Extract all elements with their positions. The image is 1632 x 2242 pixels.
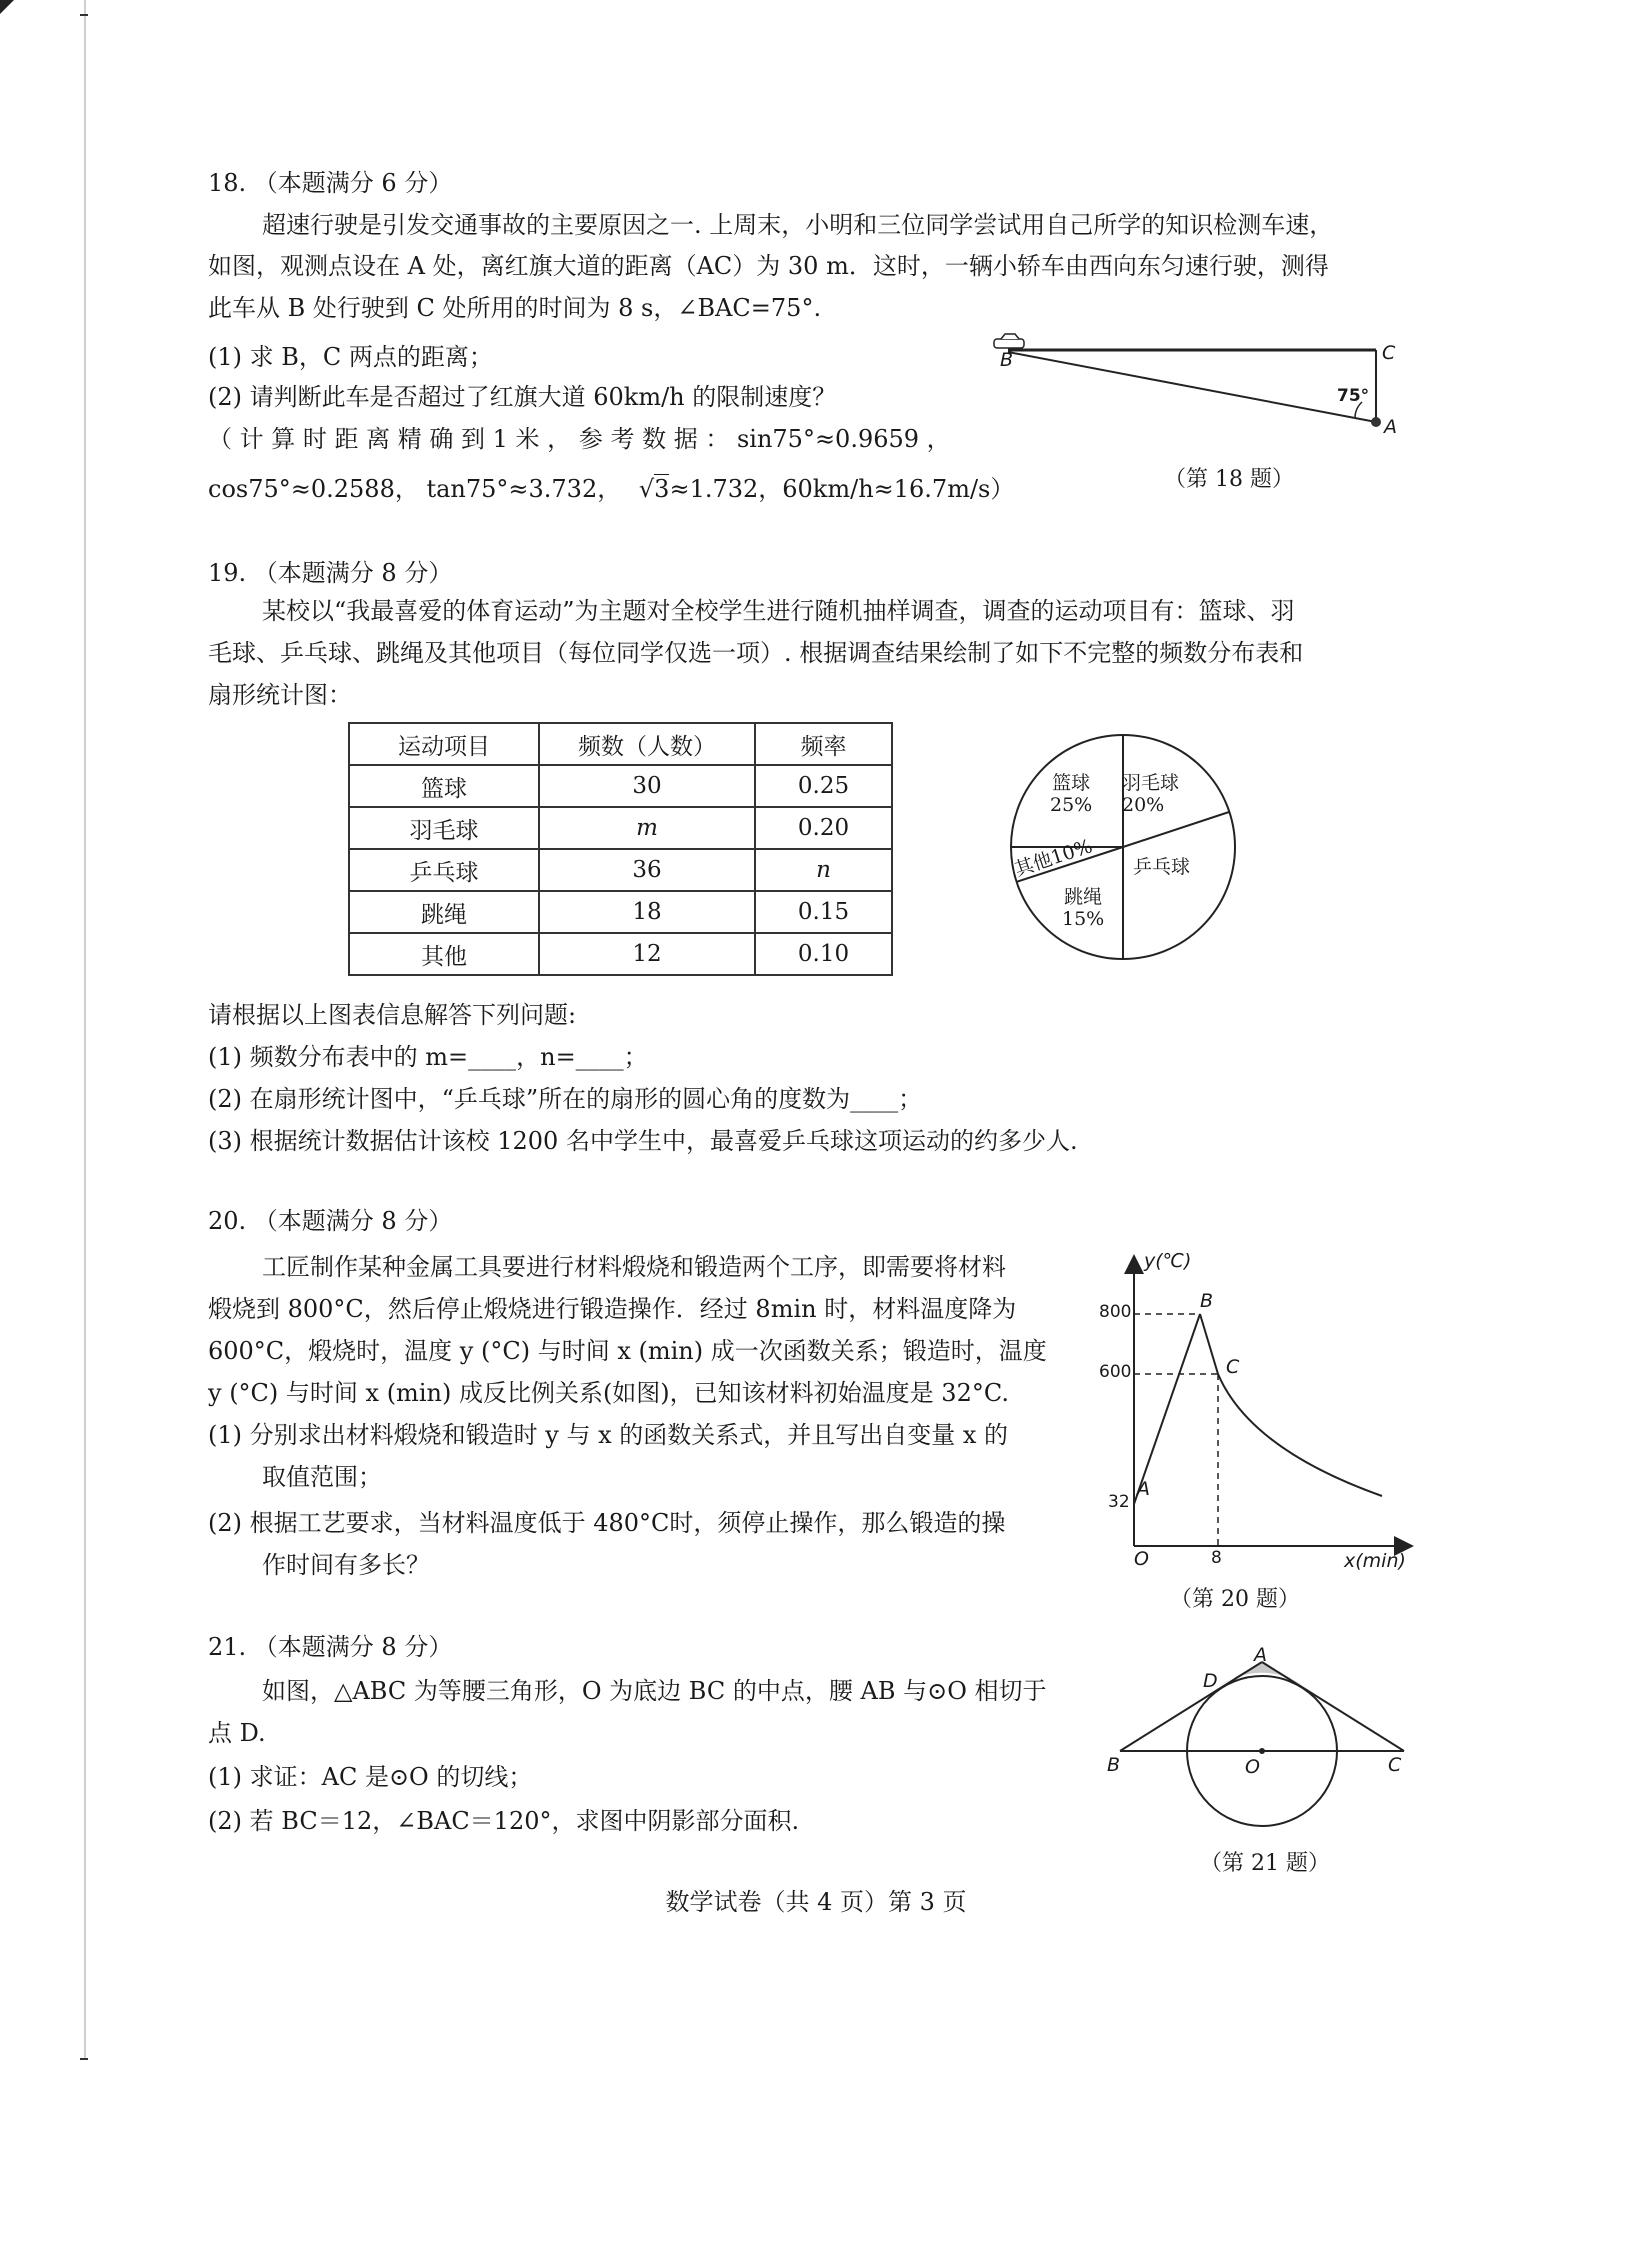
q21-question2: (2) 若 BC＝12，∠BAC＝120°，求图中阴影部分面积. (208, 1807, 800, 1835)
table-row (349, 765, 892, 807)
pie-basketball-name: 篮球 (1052, 772, 1091, 794)
pie-badminton-pct: 20% (1122, 794, 1165, 816)
q18-reference-line1: （ 计 算 时 距 离 精 确 到 1 米 ， 参 考 数 据 ： sin75°≈0.9659 ， (208, 425, 951, 453)
table-cell: 30 (539, 765, 755, 807)
table-header-cell: 运动项目 (349, 723, 539, 765)
table-cell: 36 (539, 849, 755, 891)
frequency-table (348, 722, 893, 976)
q21-question1: (1) 求证：AC 是⊙O 的切线； (208, 1763, 533, 1791)
q20-question2-line2: 作时间有多长？ (262, 1551, 430, 1579)
q20-y-axis-label: y(℃) (1144, 1250, 1192, 1272)
q19-header: 19. （本题满分 8 分） (208, 559, 453, 587)
pie-label-basketball (1050, 772, 1092, 816)
table-row (349, 933, 892, 975)
q19-question3: (3) 根据统计数据估计该校 1200 名中学生中，最喜爱乒乓球这项运动的约多少人. (208, 1127, 1078, 1155)
q18-paragraph-line2: 如图，观测点设在 A 处，离红旗大道的距离（AC）为 30 m．这时，一辆小轿车由西向东匀速行驶，测得 (208, 252, 1329, 280)
q20-question2-line1: (2) 根据工艺要求，当材料温度低于 480°C时，须停止操作，那么锻造的操 (208, 1509, 1006, 1537)
q18-question2: (2) 请判断此车是否超过了红旗大道 60km/h 的限制速度？ (208, 383, 837, 411)
q18-label-a: A (1384, 416, 1397, 438)
q21-figure (1110, 1650, 1420, 1840)
table-cell: 羽毛球 (349, 807, 539, 849)
q19-paragraph-line3: 扇形统计图： (208, 681, 352, 709)
segment-ba (1008, 352, 1376, 422)
pie-label-rope (1062, 886, 1104, 930)
side-ac (1262, 1662, 1404, 1751)
margin-tick-bottom (80, 2058, 88, 2060)
table-cell: 跳绳 (349, 891, 539, 933)
table-header-row (349, 723, 892, 765)
sqrt-sign: √3 (638, 475, 670, 503)
pie-label-pingpong: 乒乓球 (1133, 856, 1191, 878)
observer-point-a (1371, 417, 1381, 427)
center-point-o (1259, 1748, 1265, 1754)
q21-paragraph-line1: 如图，△ABC 为等腰三角形，O 为底边 BC 的中点，腰 AB 与⊙O 相切于 (262, 1677, 1047, 1705)
q20-question1-line2: 取值范围； (262, 1463, 382, 1491)
q21-label-d: D (1203, 1670, 1218, 1692)
q19-paragraph-line1: 某校以“我最喜爱的体育运动”为主题对全校学生进行随机抽样调查，调查的运动项目有：篮球、羽 (262, 597, 1295, 625)
q20-tick-800: 800 (1099, 1302, 1132, 1322)
curve-bc (1200, 1314, 1382, 1496)
q18-figure-caption: （第 18 题） (1164, 467, 1294, 492)
table-cell: 0.20 (755, 807, 892, 849)
pie-rope-name: 跳绳 (1064, 886, 1103, 908)
scan-corner-mark (0, 0, 14, 14)
q20-tick-x8: 8 (1211, 1548, 1222, 1568)
page-margin-line (84, 0, 86, 2060)
q20-origin: O (1134, 1548, 1149, 1570)
table-cell: 乒乓球 (349, 849, 539, 891)
q18-header: 18. （本题满分 6 分） (208, 169, 453, 197)
table-header-cell: 频数（人数） (539, 723, 755, 765)
q19-intro: 请根据以上图表信息解答下列问题: (208, 1001, 577, 1029)
table-cell: 0.25 (755, 765, 892, 807)
q20-figure-caption: （第 20 题） (1170, 1587, 1300, 1612)
car-icon (994, 334, 1024, 348)
q18-reference-sqrt-speed: ≈1.732，60km/h≈16.7m/s） (669, 475, 1015, 503)
q20-question1-line1: (1) 分别求出材料煅烧和锻造时 y 与 x 的函数关系式，并且写出自变量 x 的 (208, 1421, 1009, 1449)
sqrt-radicand: 3 (654, 475, 670, 503)
q18-reference-cos-tan: cos75°≈0.2588， tan75°≈3.732， (208, 475, 622, 503)
table-cell: m (539, 807, 755, 849)
sector-chart (1008, 732, 1238, 962)
q20-paragraph-line1: 工匠制作某种金属工具要进行材料煅烧和锻造两个工序，即需要将材料 (262, 1253, 1006, 1281)
q20-paragraph-line4: y (°C) 与时间 x (min) 成反比例关系(如图)，已知该材料初始温度是 32°C. (208, 1379, 1009, 1407)
q21-header: 21. （本题满分 8 分） (208, 1633, 453, 1661)
q21-figure-caption: （第 21 题） (1200, 1851, 1330, 1876)
table-cell: 12 (539, 933, 755, 975)
pie-divider-badminton (1123, 812, 1229, 847)
q21-paragraph-line2: 点 D. (208, 1719, 266, 1747)
q21-label-b: B (1107, 1754, 1121, 1776)
q18-reference-line2 (208, 472, 1014, 506)
table-header-cell: 频率 (755, 723, 892, 765)
pie-label-other: 其他10% (1012, 835, 1096, 881)
q19-question1: (1) 频数分布表中的 m=____，n=____； (208, 1043, 648, 1071)
table-cell: 0.10 (755, 933, 892, 975)
table-cell: 0.15 (755, 891, 892, 933)
q20-point-c: C (1226, 1356, 1240, 1378)
q20-graph (1100, 1244, 1420, 1574)
table-cell: n (755, 849, 892, 891)
q21-label-o: O (1245, 1756, 1260, 1778)
segment-ab (1134, 1314, 1200, 1504)
q19-paragraph-line2: 毛球、乒乓球、跳绳及其他项目（每位同学仅选一项）. 根据调查结果绘制了如下不完整的频数分布表和 (208, 639, 1304, 667)
q20-paragraph-line2: 煅烧到 800°C，然后停止煅烧进行锻造操作．经过 8min 时，材料温度降为 (208, 1295, 1017, 1323)
table-cell: 篮球 (349, 765, 539, 807)
pie-rope-pct: 15% (1062, 908, 1105, 930)
q18-angle-label: 75° (1337, 386, 1370, 406)
q20-tick-600: 600 (1099, 1362, 1132, 1382)
q20-x-axis-label: x(min) (1344, 1550, 1406, 1572)
q18-question1: (1) 求 B，C 两点的距离； (208, 343, 493, 371)
q19-question2: (2) 在扇形统计图中，“乒乓球”所在的扇形的圆心角的度数为____； (208, 1085, 923, 1113)
q20-paragraph-line3: 600°C，煅烧时，温度 y (°C) 与时间 x (min) 成一次函数关系；锻造时，温度 (208, 1337, 1047, 1365)
pie-label-badminton (1122, 772, 1179, 816)
q20-point-a: A (1137, 1478, 1150, 1500)
q20-header: 20. （本题满分 8 分） (208, 1207, 453, 1235)
side-ab (1120, 1662, 1262, 1751)
q21-label-c: C (1388, 1754, 1402, 1776)
table-row (349, 891, 892, 933)
page-footer: 数学试卷（共 4 页）第 3 页 (665, 1888, 967, 1916)
pie-badminton-name: 羽毛球 (1122, 772, 1180, 794)
table-row (349, 849, 892, 891)
pie-basketball-pct: 25% (1050, 794, 1093, 816)
q18-label-b: B (1000, 349, 1014, 371)
q21-label-a: A (1254, 1644, 1267, 1666)
margin-tick-top (80, 14, 88, 16)
table-cell: 18 (539, 891, 755, 933)
table-row (349, 807, 892, 849)
q20-tick-32: 32 (1108, 1492, 1130, 1512)
q20-point-b: B (1200, 1290, 1214, 1312)
table-cell: 其他 (349, 933, 539, 975)
q18-paragraph-line1: 超速行驶是引发交通事故的主要原因之一. 上周末，小明和三位同学尝试用自己所学的知识检测车速， (262, 211, 1334, 239)
q18-label-c: C (1382, 342, 1396, 364)
q18-paragraph-line3: 此车从 B 处行驶到 C 处所用的时间为 8 s，∠BAC=75°. (208, 294, 822, 322)
